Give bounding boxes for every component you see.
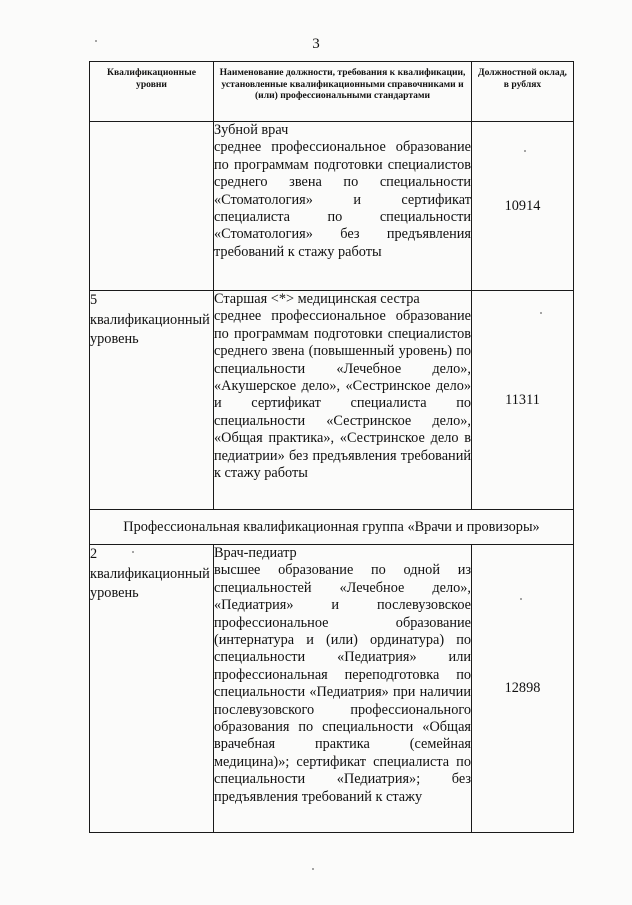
level-cell: 2 квалификационный уровень (90, 545, 214, 833)
header-salary: Должностной оклад, в рублях (472, 62, 574, 122)
position-cell (214, 291, 472, 510)
group-heading: Профессиональная квалификационная группа «Врачи и провизоры» (90, 510, 574, 545)
position-title: Старшая <*> медицинская сестра (214, 291, 420, 307)
position-requirements: высшее образование по одной из специальностей «Лечебное дело», «Педиатрия» и послевузовское профессиональное образование (интернатура и (или) ординатура) по специальности «Педиатрия» или профессиональная переподготовка по специальности «Педиатрия» при наличии послевузовского профессионального образования по специальности «Общая врачебная практика (семейная медицина)»; сертификат специалиста по специальности «Педиатрия»; без предъявления требований к стажу (214, 562, 471, 805)
header-levels: Квалификационные уровни (90, 62, 214, 122)
salary-cell: 11311 (472, 291, 574, 510)
header-position-requirements: Наименование должности, требования к квалификации, установленные квалификационными справочниками и (или) профессиональными стандартами (214, 62, 472, 122)
table-row (90, 291, 574, 510)
position-cell (214, 122, 472, 291)
scan-speck (132, 551, 134, 553)
level-cell: 5 квалификационный уровень (90, 291, 214, 510)
position-title: Зубной врач (214, 122, 289, 138)
qualification-table (89, 61, 574, 833)
scan-speck (540, 312, 542, 314)
scan-speck (95, 40, 97, 42)
table-row (90, 122, 574, 291)
group-row (90, 510, 574, 545)
position-requirements: среднее профессиональное образование по программам подготовки специалистов среднего звена (повышенный уровень) по специальности «Лечебное дело», «Акушерское дело», «Сестринское дело» и сертификат специалиста по специальности «Сестринское дело», «Общая практика», «Сестринское дело в педиатрии» без предъявления требований к стажу работы (214, 308, 471, 482)
level-cell (90, 122, 214, 291)
salary-cell: 12898 (472, 545, 574, 833)
scan-speck (520, 598, 522, 600)
position-requirements: среднее профессиональное образование по программам подготовки специалистов среднего звена по специальности «Стоматология» и сертификат специалиста по специальности «Стоматология» без предъявления требований к стажу работы (214, 139, 471, 260)
page-number: 3 (312, 36, 320, 52)
salary-cell: 10914 (472, 122, 574, 291)
scan-speck (312, 868, 314, 870)
table-row (90, 545, 574, 833)
scan-speck (524, 150, 526, 152)
table-header-row (90, 62, 574, 122)
position-cell (214, 545, 472, 833)
position-title: Врач-педиатр (214, 545, 297, 561)
